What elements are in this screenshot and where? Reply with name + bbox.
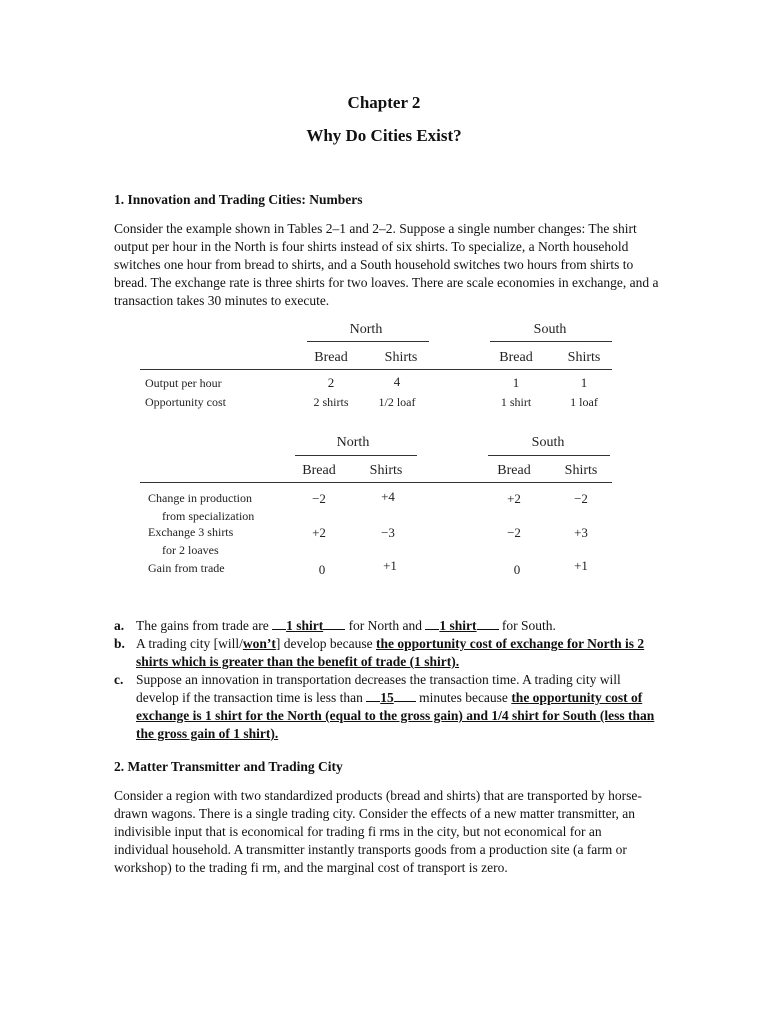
table2-cell: +3 (574, 525, 588, 540)
question-text: A trading city [will/ (136, 636, 243, 651)
table1-cell: 1 loaf (570, 395, 598, 409)
table1-north-rule (307, 341, 429, 342)
table2-cell: +1 (383, 558, 397, 573)
table2-cell: −3 (381, 525, 395, 540)
answer-blank (425, 617, 439, 630)
question-b-label: b. (114, 636, 125, 651)
answer-a-south: 1 shirt (439, 618, 477, 633)
table2-col-shirts-south: Shirts (564, 463, 598, 478)
question-c-text (136, 671, 656, 743)
table2-header-rule (140, 482, 612, 483)
table1-group-south: South (533, 322, 567, 337)
table1-col-shirts-north: Shirts (384, 350, 418, 365)
table2-row-label: Exchange 3 shirts (148, 525, 234, 539)
table2-col-bread-south: Bread (497, 463, 531, 478)
question-text: minutes because (415, 690, 512, 705)
table1-cell: 1 (512, 375, 520, 390)
chapter-heading: Chapter 2 (347, 93, 421, 112)
question-b-text (136, 635, 656, 671)
table2-cell: +4 (381, 489, 395, 504)
table2-cell: +1 (574, 558, 588, 573)
section-1-paragraph: Consider the example shown in Tables 2–1 and 2–2. Suppose a single number changes: The shirt output per hour in the North is four shirts instead of six shirts. To specialize, a North household switches one hour from bread to shirts, and a South household switches two hours from shirts to bread. The exchange rate is three shirts for two loaves. There are scale economies in exchange, and a transaction takes 30 minutes to execute. (114, 221, 659, 308)
question-c (114, 671, 659, 743)
section-2-paragraph: Consider a region with two standardized products (bread and shirts) that are transported by horse-drawn wagons. There is a single trading city. Consider the effects of a new matter transmitter, an indivisible input that is economical for trading fi rms in the city, but not economical for an individual household. A transmitter instantly transports goods from a production site (a farm or workshop) to the trading fi rm, and the marginal cost of transport is zero. (114, 788, 642, 875)
table2-cell: +2 (312, 525, 326, 540)
table1-group-north: North (349, 322, 383, 337)
table2-north-rule (295, 455, 417, 456)
question-text: ] develop because (275, 636, 376, 651)
table2-row-label-cont: from specialization (162, 509, 255, 523)
table1-cell: 1 (580, 375, 588, 390)
answer-blank (323, 617, 345, 630)
table2-group-south: South (531, 435, 565, 450)
question-text: for North and (345, 618, 426, 633)
table1-col-bread-north: Bread (314, 350, 348, 365)
question-b (114, 635, 659, 671)
table1-south-rule (490, 341, 612, 342)
table2-south-rule (488, 455, 610, 456)
table2-col-bread-north: Bread (302, 463, 336, 478)
table1-cell: 2 (327, 375, 335, 390)
answer-a-north: 1 shirt (286, 618, 324, 633)
table1-col-shirts-south: Shirts (567, 350, 601, 365)
answer-blank (366, 689, 380, 702)
table2-cell: 0 (513, 562, 521, 577)
question-text: for South. (498, 618, 556, 633)
table1-header-rule (140, 369, 612, 370)
answer-c-reason: the opportunity cost of exchange is 1 shirt for the North (equal to the gross gain) and 1/4 shirt for South (less than the gross gain of 1 shirt). (136, 690, 655, 741)
table2-cell: +2 (507, 491, 521, 506)
table1-cell: 4 (393, 374, 401, 389)
table2-row-label: Change in production (148, 491, 252, 505)
table2-cell: −2 (574, 491, 588, 506)
section-2-heading: 2. Matter Transmitter and Trading City (114, 759, 343, 774)
table1-row-label: Opportunity cost (145, 395, 226, 409)
table1-cell: 1/2 loaf (378, 395, 416, 409)
section-1-heading: 1. Innovation and Trading Cities: Numbers (114, 192, 363, 207)
answer-blank (394, 689, 416, 702)
answer-c-minutes: 15 (380, 690, 394, 705)
table2-col-shirts-north: Shirts (369, 463, 403, 478)
answer-b-reason: the opportunity cost of exchange for North is 2 shirts which is greater than the benefit of trade (1 shirt). (136, 636, 645, 669)
chapter-title: Why Do Cities Exist? (306, 126, 462, 145)
table1-col-bread-south: Bread (499, 350, 533, 365)
table1-row-label: Output per hour (145, 376, 222, 390)
question-a-text (136, 617, 656, 635)
table2-cell: −2 (312, 491, 326, 506)
question-text: The gains from trade are (136, 618, 273, 633)
question-c-label: c. (114, 672, 124, 687)
table2-cell: −2 (507, 525, 521, 540)
table2-cell: 0 (318, 562, 326, 577)
question-a (114, 617, 659, 635)
table2-group-north: North (336, 435, 370, 450)
table2-row-label: Gain from trade (148, 561, 225, 575)
answer-b-choice: won’t (242, 636, 276, 651)
answer-blank (272, 617, 286, 630)
table2-row-label-cont: for 2 loaves (162, 543, 219, 557)
question-a-label: a. (114, 618, 125, 633)
answer-blank (477, 617, 499, 630)
table1-cell: 2 shirts (313, 395, 349, 409)
question-text: Suppose an innovation in transportation decreases the transaction time. A trading city will develop if the transaction time is less than (136, 672, 621, 705)
table1-cell: 1 shirt (500, 395, 532, 409)
